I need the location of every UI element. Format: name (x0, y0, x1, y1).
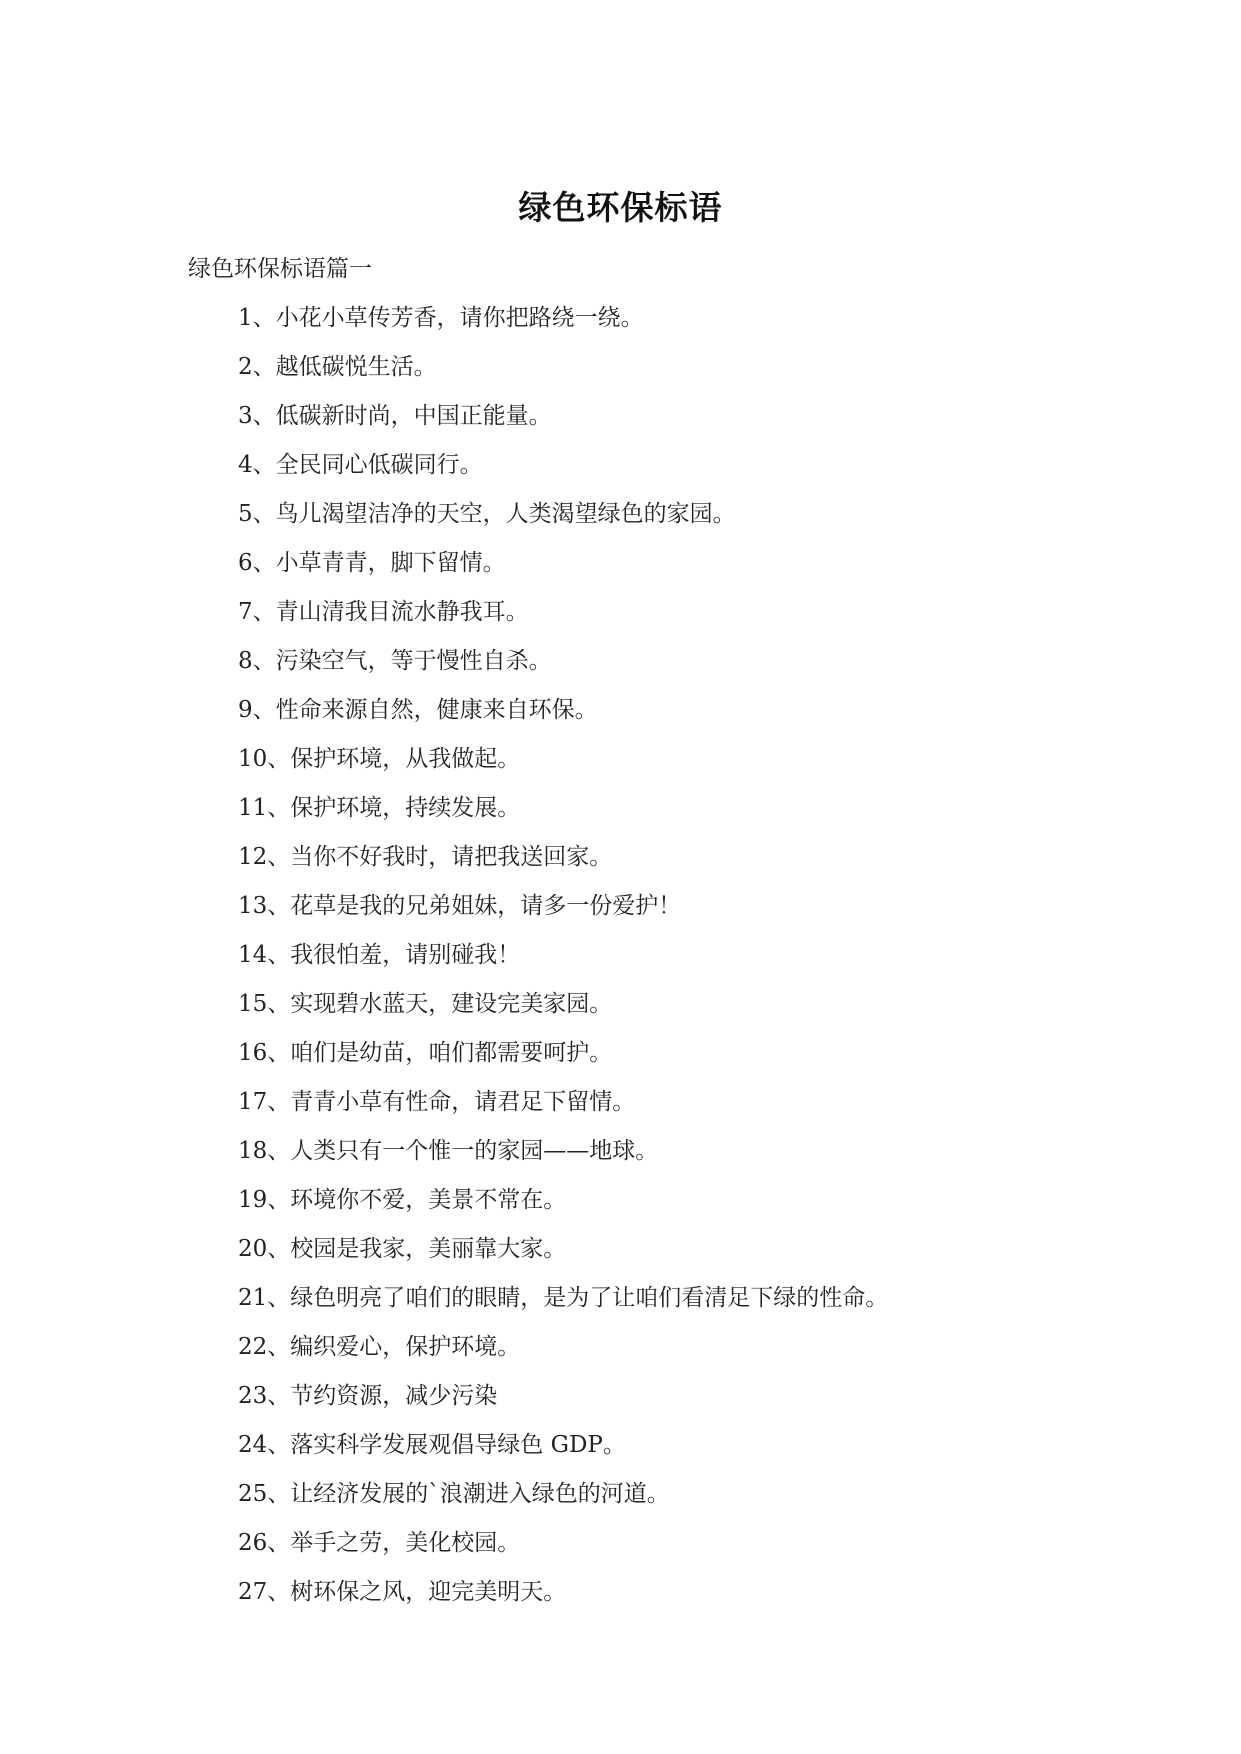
list-item: 22、编织爱心，保护环境。 (238, 1334, 521, 1360)
list-item: 14、我很怕羞，请别碰我！ (238, 942, 521, 968)
list-item: 5、鸟儿渴望洁净的天空，人类渴望绿色的家园。 (238, 501, 736, 527)
slogan-list (238, 303, 888, 1626)
list-item: 11、保护环境，持续发展。 (238, 795, 521, 821)
list-item: 15、实现碧水蓝天，建设完美家园。 (238, 991, 613, 1017)
list-item: 4、全民同心低碳同行。 (238, 452, 483, 478)
list-item: 19、环境你不爱，美景不常在。 (238, 1187, 567, 1213)
list-item: 16、咱们是幼苗，咱们都需要呵护。 (238, 1040, 613, 1066)
list-item: 12、当你不好我时，请把我送回家。 (238, 844, 613, 870)
list-item: 18、人类只有一个惟一的家园——地球。 (238, 1138, 659, 1164)
list-item: 1、小花小草传芳香，请你把路绕一绕。 (238, 305, 644, 331)
list-item: 21、绿色明亮了咱们的眼睛，是为了让咱们看清足下绿的性命。 (238, 1285, 889, 1311)
page-title: 绿色环保标语 (518, 188, 723, 227)
list-item: 10、保护环境，从我做起。 (238, 746, 521, 772)
list-item: 13、花草是我的兄弟姐妹，请多一份爱护！ (238, 893, 682, 919)
list-item: 3、低碳新时尚，中国正能量。 (238, 403, 552, 429)
list-item: 8、污染空气，等于慢性自杀。 (238, 648, 552, 674)
list-item: 7、青山清我目流水静我耳。 (238, 599, 529, 625)
list-item: 9、性命来源自然，健康来自环保。 (238, 697, 598, 723)
list-item: 27、树环保之风，迎完美明天。 (238, 1579, 567, 1605)
list-item: 20、校园是我家，美丽靠大家。 (238, 1236, 567, 1262)
list-item: 17、青青小草有性命，请君足下留情。 (238, 1089, 636, 1115)
list-item: 26、举手之劳，美化校园。 (238, 1530, 521, 1556)
list-item: 6、小草青青，脚下留情。 (238, 550, 506, 576)
section-heading: 绿色环保标语篇一 (188, 256, 372, 282)
list-item: 25、让经济发展的`浪潮进入绿色的河道。 (238, 1481, 670, 1507)
list-item: 23、节约资源，减少污染 (238, 1383, 498, 1409)
list-item: 2、越低碳悦生活。 (238, 354, 437, 380)
list-item: 24、落实科学发展观倡导绿色 GDP。 (238, 1432, 626, 1458)
